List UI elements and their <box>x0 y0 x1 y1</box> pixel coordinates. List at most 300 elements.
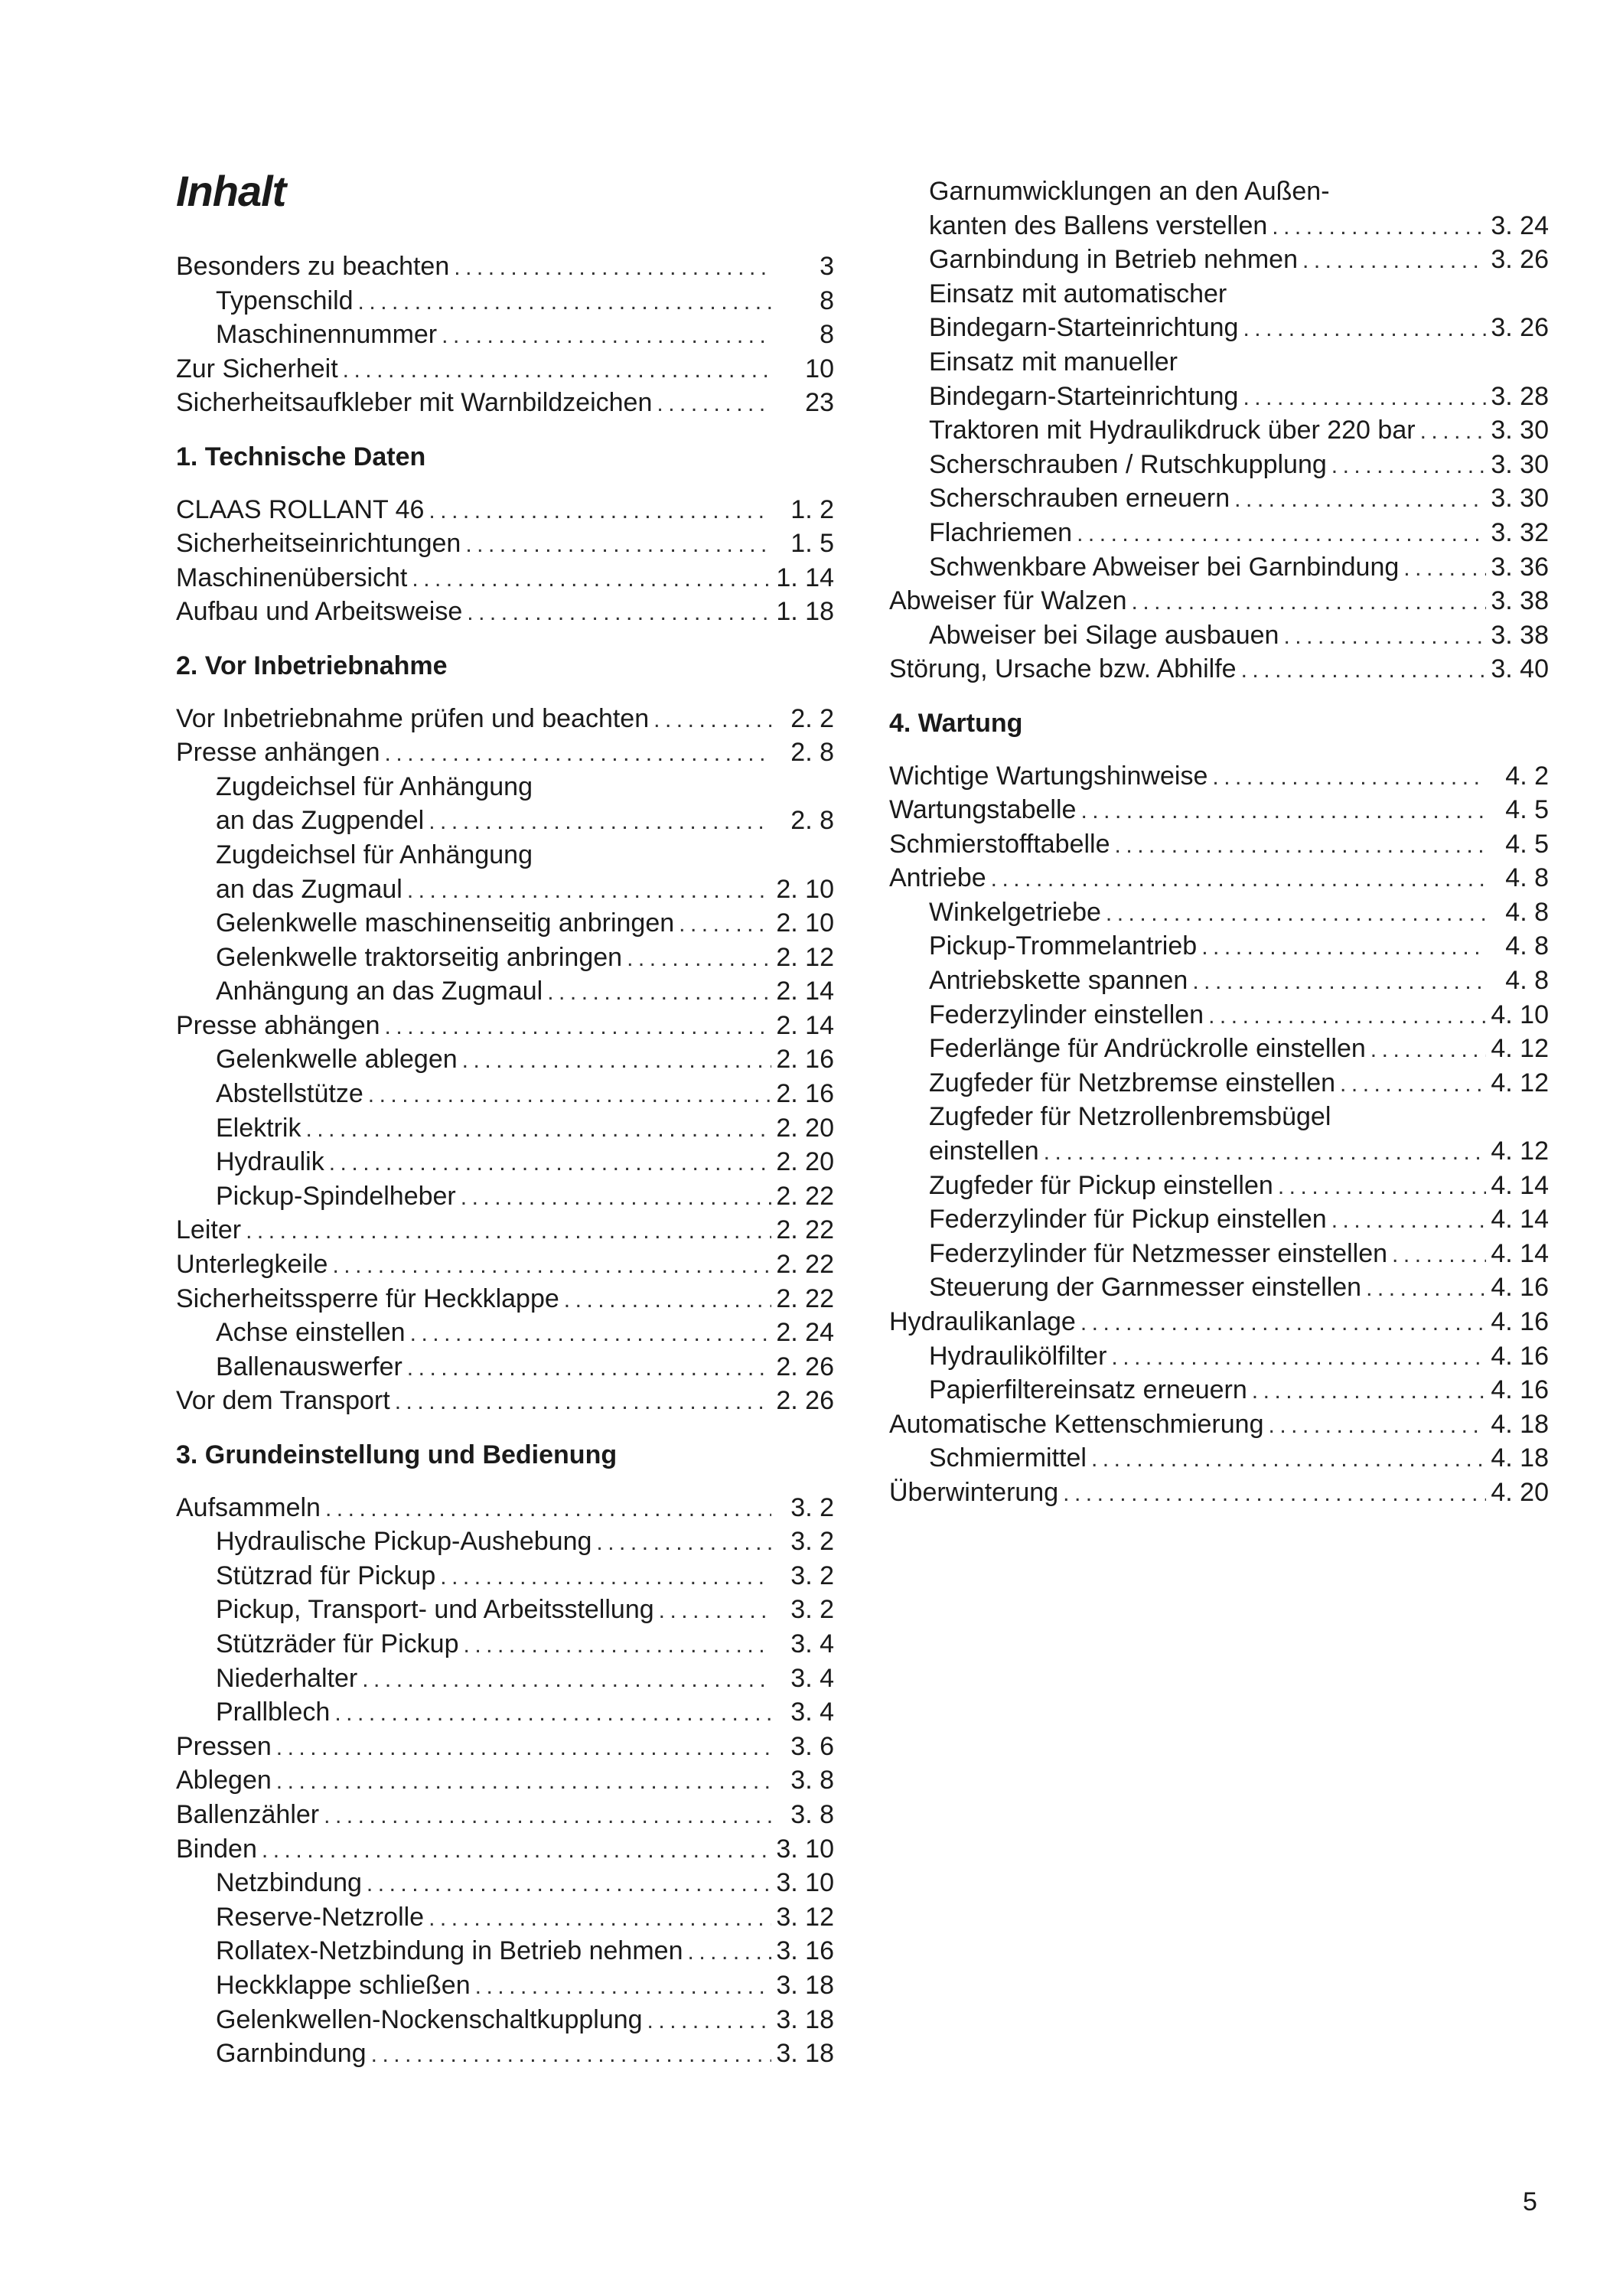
dot-leader <box>1268 1409 1486 1443</box>
toc-entry-page: 4. 10 <box>1491 1000 1549 1029</box>
dot-leader <box>1192 965 1486 1000</box>
toc-entry-page: 2. 14 <box>776 977 834 1006</box>
toc-entry-page: 2. 12 <box>776 942 834 972</box>
toc-entry-page: 4. 5 <box>1505 795 1549 825</box>
toc-subentry <box>889 895 1549 930</box>
toc-entry-page: 3. 38 <box>1491 620 1549 650</box>
dot-leader <box>627 942 771 977</box>
dot-leader <box>1340 1068 1486 1102</box>
dot-leader <box>1063 1477 1486 1512</box>
toc-subentry <box>176 284 834 318</box>
toc-section-1-list <box>176 493 834 629</box>
dot-leader <box>1370 1033 1486 1068</box>
dot-leader <box>454 251 771 285</box>
toc-entry-page: 4. 18 <box>1491 1409 1549 1439</box>
toc-entry-title: Presse anhängen <box>176 738 380 768</box>
dot-leader <box>657 387 771 422</box>
dot-leader <box>329 1146 771 1181</box>
dot-leader <box>462 1044 771 1078</box>
toc-entry-page: 3. 26 <box>1491 245 1549 275</box>
toc-entry-page: 3. 10 <box>776 1868 834 1898</box>
toc-subentry <box>176 1866 834 1900</box>
dot-leader <box>358 285 771 320</box>
dot-leader <box>305 1113 771 1147</box>
toc-subentry <box>889 550 1549 585</box>
toc-entry-page: 4. 16 <box>1491 1273 1549 1303</box>
toc-subentry <box>176 1042 834 1077</box>
section-heading-grundeinstellung: 3. Grundeinstellung und Bedienung <box>176 1440 618 1469</box>
toc-section-3-list <box>176 1491 834 2071</box>
toc-subentry <box>889 1373 1549 1407</box>
toc-entry-title: Maschinennummer <box>216 320 438 350</box>
dot-leader <box>596 1526 771 1561</box>
toc-subentry <box>176 1179 834 1214</box>
dot-leader <box>461 1181 771 1215</box>
toc-entry-title: Zur Sicherheit <box>176 354 338 383</box>
toc-entry-title: Rollatex-Netzbindung in Betrieb nehmen <box>216 1936 683 1966</box>
toc-entry-continuation: Zugdeichsel für Anhängung <box>216 840 533 869</box>
toc-entry <box>176 595 834 629</box>
toc-entry-page: 3. 6 <box>790 1731 834 1761</box>
toc-entry-page: 8 <box>820 320 834 350</box>
toc-subentry <box>176 1350 834 1384</box>
toc-entry <box>176 527 834 561</box>
toc-entry-title: Netzbindung <box>216 1868 362 1898</box>
toc-entry-title: Papierfiltereinsatz erneuern <box>929 1375 1247 1405</box>
toc-entry-page: 3. 4 <box>790 1698 834 1727</box>
dot-leader <box>371 2038 771 2073</box>
dot-leader <box>475 1970 771 2004</box>
toc-entry-page: 3. 12 <box>776 1902 834 1932</box>
dot-leader <box>442 319 771 354</box>
toc-entry-page: 4. 18 <box>1491 1443 1549 1473</box>
dot-leader <box>1132 585 1486 620</box>
toc-entry-continuation: Einsatz mit automatischer <box>929 279 1227 308</box>
toc-entry-title: Ballenauswerfer <box>216 1352 402 1381</box>
toc-entry <box>889 759 1549 794</box>
toc-entry <box>176 1213 834 1247</box>
dot-leader <box>440 1561 771 1595</box>
toc-entry-title: Pressen <box>176 1731 272 1761</box>
dot-leader <box>647 2004 771 2039</box>
toc-subentry <box>889 618 1549 653</box>
section-heading-vor-inbetriebnahme: 2. Vor Inbetriebnahme <box>176 651 448 680</box>
toc-entry-page: 3. 8 <box>790 1799 834 1829</box>
toc-entry-page: 4. 2 <box>1505 761 1549 791</box>
section-heading-technische-daten: 1. Technische Daten <box>176 442 426 471</box>
toc-entry-page: 4. 14 <box>1491 1205 1549 1234</box>
page-title: Inhalt <box>176 167 286 215</box>
toc-entry-page: 4. 8 <box>1505 863 1549 893</box>
toc-entry-page: 2. 22 <box>776 1181 834 1211</box>
toc-subentry <box>176 1968 834 2003</box>
toc-intro-list <box>176 249 834 420</box>
toc-entry-page: 4. 16 <box>1491 1307 1549 1336</box>
dot-leader <box>1331 449 1486 484</box>
toc-entry-title: Stützrad für Pickup <box>216 1561 436 1590</box>
toc-entry <box>176 1491 834 1525</box>
dot-leader <box>1080 1306 1486 1341</box>
dot-leader <box>1302 244 1486 279</box>
toc-entry-continuation: Zugdeichsel für Anhängung <box>216 771 533 801</box>
dot-leader <box>1208 1000 1486 1034</box>
toc-entry-title: Federlänge für Andrückrolle einstellen <box>929 1034 1366 1064</box>
dot-leader <box>410 1317 771 1352</box>
dot-leader <box>332 1249 771 1283</box>
dot-leader <box>653 703 771 738</box>
toc-entry <box>889 793 1549 827</box>
dot-leader <box>385 1010 771 1045</box>
toc-entry-title: Achse einstellen <box>216 1318 406 1348</box>
section-heading-wartung: 4. Wartung <box>889 708 1023 738</box>
toc-entry-page: 1. 14 <box>776 563 834 592</box>
toc-entry-title: Schwenkbare Abweiser bei Garnbindung <box>929 552 1400 582</box>
dot-leader <box>679 908 771 942</box>
toc-entry <box>176 1730 834 1764</box>
toc-entry-title: Aufsammeln <box>176 1492 321 1522</box>
toc-entry-title: Wartungstabelle <box>889 795 1077 825</box>
toc-entry-page: 3. 2 <box>790 1561 834 1590</box>
dot-leader <box>991 863 1486 897</box>
toc-entry <box>176 735 834 770</box>
toc-entry-title: Flachriemen <box>929 517 1073 547</box>
toc-entry-continuation: Einsatz mit manueller <box>929 347 1178 377</box>
toc-entry-title: Vor Inbetriebnahme prüfen und beachten <box>176 703 650 733</box>
toc-entry <box>176 1763 834 1798</box>
toc-entry-page: 2. 22 <box>776 1283 834 1313</box>
toc-entry-title: Schmierstofftabelle <box>889 829 1110 859</box>
toc-entry <box>176 1247 834 1282</box>
dot-leader <box>1366 1272 1486 1306</box>
toc-entry <box>889 861 1549 895</box>
toc-entry-title: Gelenkwelle ablegen <box>216 1045 458 1075</box>
toc-entry-title: Binden <box>176 1834 257 1864</box>
toc-entry-page: 4. 14 <box>1491 1170 1549 1200</box>
toc-entry-page: 3. 36 <box>1491 552 1549 582</box>
toc-entry-page: 3. 8 <box>790 1766 834 1795</box>
toc-subentry <box>889 1339 1549 1374</box>
toc-entry-title: Pickup-Trommelantrieb <box>929 931 1198 961</box>
toc-subentry <box>176 1593 834 1627</box>
dot-leader <box>324 1799 771 1834</box>
toc-subentry <box>889 1237 1549 1271</box>
toc-entry-title: Scherschrauben / Rutschkupplung <box>929 449 1327 479</box>
toc-entry-title: Gelenkwelle maschinenseitig anbringen <box>216 908 675 938</box>
toc-entry-page: 3. 30 <box>1491 484 1549 514</box>
toc-entry-page: 2. 16 <box>776 1045 834 1075</box>
toc-subentry <box>889 1441 1549 1476</box>
toc-entry-title: Winkelgetriebe <box>929 897 1101 927</box>
toc-entry-title: an das Zugmaul <box>216 874 402 904</box>
toc-entry-title: Wichtige Wartungshinweise <box>889 761 1208 791</box>
dot-leader <box>564 1283 771 1318</box>
toc-entry-page: 1. 18 <box>776 597 834 627</box>
dot-leader <box>246 1215 771 1249</box>
toc-entry-page: 2. 16 <box>776 1079 834 1109</box>
toc-subentry <box>176 1525 834 1559</box>
toc-subentry <box>176 1077 834 1111</box>
toc-entry-title: Federzylinder einstellen <box>929 1000 1204 1029</box>
dot-leader <box>407 874 771 908</box>
toc-entry-title: Überwinterung <box>889 1477 1059 1507</box>
toc-entry-title: Bindegarn-Starteinrichtung <box>929 313 1239 343</box>
toc-subentry <box>889 1134 1549 1169</box>
toc-subentry <box>176 1627 834 1662</box>
toc-entry-title: Steuerung der Garnmesser einstellen <box>929 1273 1362 1303</box>
toc-subentry <box>889 1066 1549 1101</box>
toc-subentry <box>176 872 834 907</box>
toc-entry-page: 2. 2 <box>790 703 834 733</box>
dot-leader <box>429 1902 771 1936</box>
toc-entry-title: Maschinenübersicht <box>176 563 408 592</box>
toc-subentry <box>889 1270 1549 1305</box>
toc-entry-page: 2. 20 <box>776 1147 834 1177</box>
toc-entry <box>889 584 1549 618</box>
toc-entry-title: Zugfeder für Netzbremse einstellen <box>929 1068 1336 1097</box>
toc-subentry <box>176 1316 834 1350</box>
toc-entry-page: 2. 8 <box>790 806 834 836</box>
toc-entry <box>176 1798 834 1832</box>
toc-entry-title: Leiter <box>176 1215 242 1245</box>
dot-leader <box>1272 210 1486 245</box>
toc-entry-page: 4. 14 <box>1491 1238 1549 1268</box>
toc-entry <box>176 1282 834 1316</box>
toc-entry <box>889 1305 1549 1339</box>
toc-subentry <box>889 929 1549 964</box>
toc-entry-title: Störung, Ursache bzw. Abhilfe <box>889 654 1237 684</box>
toc-entry-title: Pickup-Spindelheber <box>216 1181 456 1211</box>
toc-entry-page: 8 <box>820 285 834 315</box>
toc-entry-page: 4. 20 <box>1491 1477 1549 1507</box>
toc-entry <box>176 352 834 386</box>
dot-leader <box>412 563 771 597</box>
toc-subentry <box>176 974 834 1009</box>
toc-entry-page: 3. 24 <box>1491 210 1549 240</box>
dot-leader <box>1283 620 1486 654</box>
toc-entry-title: Anhängung an das Zugmaul <box>216 977 543 1006</box>
toc-entry-title: Antriebe <box>889 863 986 893</box>
toc-entry-page: 2. 10 <box>776 908 834 938</box>
toc-entry-title: Antriebskette spannen <box>929 966 1188 996</box>
toc-entry-page: 3. 18 <box>776 2039 834 2069</box>
dot-leader <box>1403 552 1486 586</box>
toc-entry-title: Hydraulik <box>216 1147 324 1177</box>
toc-entry-title: Garnbindung in Betrieb nehmen <box>929 245 1298 275</box>
toc-entry-page: 3. 4 <box>790 1629 834 1658</box>
toc-entry-title: Hydraulikölfilter <box>929 1341 1107 1371</box>
toc-entry-page: 4. 5 <box>1505 829 1549 859</box>
toc-entry-title: Federzylinder für Pickup einstellen <box>929 1205 1327 1234</box>
toc-subentry <box>176 318 834 352</box>
toc-entry-title: Pickup, Transport- und Arbeitsstellung <box>216 1595 654 1625</box>
toc-subentry <box>176 941 834 975</box>
toc-entry <box>889 1476 1549 1510</box>
toc-entry-title: Hydraulische Pickup-Aushebung <box>216 1527 592 1557</box>
dot-leader <box>1111 1341 1486 1375</box>
toc-entry-title: Aufbau und Arbeitsweise <box>176 597 463 627</box>
toc-entry-title: Traktoren mit Hydraulikdruck über 220 bar <box>929 416 1416 445</box>
toc-entry-page: 3 <box>820 252 834 281</box>
toc-entry-title: Ablegen <box>176 1766 272 1795</box>
toc-entry <box>889 652 1549 687</box>
dot-leader <box>467 596 771 631</box>
toc-subentry <box>889 380 1549 414</box>
dot-leader <box>1091 1443 1486 1477</box>
dot-leader <box>1201 931 1486 965</box>
toc-entry-page: 2. 20 <box>776 1113 834 1143</box>
toc-subentry <box>889 243 1549 277</box>
toc-entry-page: 1. 5 <box>790 529 834 559</box>
toc-left-column <box>176 249 834 2071</box>
dot-leader <box>334 1697 771 1731</box>
toc-entry-page: 4. 12 <box>1491 1068 1549 1097</box>
toc-entry-title: Abweiser bei Silage ausbauen <box>929 620 1279 650</box>
toc-subentry <box>889 1032 1549 1066</box>
dot-leader <box>343 354 771 388</box>
toc-entry-page: 3. 10 <box>776 1834 834 1864</box>
toc-subentry <box>176 1145 834 1179</box>
dot-leader <box>1331 1204 1486 1238</box>
dot-leader <box>325 1492 771 1527</box>
toc-entry-title: einstellen <box>929 1137 1039 1166</box>
toc-entry-page: 4. 8 <box>1505 897 1549 927</box>
toc-entry-page: 3. 2 <box>790 1595 834 1625</box>
toc-entry-title: CLAAS ROLLANT 46 <box>176 494 425 524</box>
toc-entry-page: 3. 30 <box>1491 449 1549 479</box>
dot-leader <box>262 1834 771 1868</box>
toc-subentry <box>176 906 834 941</box>
dot-leader <box>659 1594 771 1629</box>
toc-entry-page: 3. 28 <box>1491 381 1549 411</box>
toc-subentry <box>889 448 1549 482</box>
toc-entry-page: 3. 2 <box>790 1492 834 1522</box>
toc-entry-page: 2. 22 <box>776 1250 834 1280</box>
toc-entry-page: 1. 2 <box>790 494 834 524</box>
dot-leader <box>429 805 771 840</box>
toc-entry-page: 3. 26 <box>1491 313 1549 343</box>
toc-entry <box>889 827 1549 862</box>
toc-entry-page: 2. 10 <box>776 874 834 904</box>
toc-entry <box>176 702 834 736</box>
dot-leader <box>1115 829 1486 863</box>
toc-entry-title: Federzylinder für Netzmesser einstellen <box>929 1238 1388 1268</box>
toc-entry <box>176 386 834 420</box>
dot-leader <box>395 1385 771 1420</box>
toc-subentry <box>889 964 1549 998</box>
toc-entry-page: 3. 32 <box>1491 517 1549 547</box>
dot-leader <box>1106 897 1486 931</box>
dot-leader <box>1392 1238 1486 1273</box>
toc-subentry <box>176 804 834 838</box>
toc-entry-title: Scherschrauben erneuern <box>929 484 1230 514</box>
toc-entry-title: Presse abhängen <box>176 1010 380 1040</box>
toc-entry <box>176 1384 834 1418</box>
toc-entry-page: 3. 18 <box>776 2004 834 2034</box>
toc-entry <box>176 1832 834 1867</box>
toc-entry-title: Gelenkwellen-Nockenschaltkupplung <box>216 2004 643 2034</box>
toc-entry-page: 2. 22 <box>776 1215 834 1245</box>
toc-entry-title: Vor dem Transport <box>176 1386 390 1416</box>
toc-subentry <box>176 1900 834 1935</box>
toc-entry-title: Stützräder für Pickup <box>216 1629 459 1658</box>
toc-entry-page: 3. 38 <box>1491 586 1549 616</box>
dot-leader <box>368 1078 771 1113</box>
toc-entry-title: Elektrik <box>216 1113 301 1143</box>
dot-leader <box>1420 415 1486 449</box>
page-number: 5 <box>1523 2187 1537 2216</box>
toc-entry-title: Niederhalter <box>216 1663 358 1693</box>
toc-entry-title: Automatische Kettenschmierung <box>889 1409 1264 1439</box>
toc-subentry <box>889 209 1549 243</box>
toc-subentry <box>176 1934 834 1968</box>
toc-subentry <box>176 1559 834 1593</box>
toc-subentry <box>176 2003 834 2037</box>
toc-entry-title: Zugfeder für Pickup einstellen <box>929 1170 1273 1200</box>
dot-leader <box>1212 761 1486 795</box>
toc-entry-page: 3. 2 <box>790 1527 834 1557</box>
dot-leader <box>1243 381 1486 416</box>
toc-entry-title: Sicherheitssperre für Heckklappe <box>176 1283 559 1313</box>
toc-entry <box>176 1009 834 1043</box>
toc-subentry <box>889 1202 1549 1237</box>
toc-right-column <box>889 174 1549 1510</box>
dot-leader <box>465 528 771 563</box>
toc-entry-title: Abweiser für Walzen <box>889 586 1127 616</box>
toc-entry-page: 3. 30 <box>1491 416 1549 445</box>
dot-leader <box>1252 1375 1486 1409</box>
toc-entry-title: Sicherheitseinrichtungen <box>176 529 461 559</box>
toc-entry-title: Hydraulikanlage <box>889 1307 1076 1336</box>
toc-subentry <box>889 998 1549 1032</box>
toc-entry-page: 3. 4 <box>790 1663 834 1693</box>
toc-entry-page: 4. 12 <box>1491 1034 1549 1064</box>
toc-entry-title: Besonders zu beachten <box>176 252 450 281</box>
dot-leader <box>1044 1136 1486 1170</box>
toc-entry-title: Schmiermittel <box>929 1443 1087 1473</box>
toc-entry <box>176 561 834 595</box>
dot-leader <box>367 1867 771 1902</box>
toc-entry-page: 2. 26 <box>776 1386 834 1416</box>
toc-entry-page: 4. 16 <box>1491 1375 1549 1405</box>
dot-leader <box>687 1936 771 1970</box>
toc-entry-title: Bindegarn-Starteinrichtung <box>929 381 1239 411</box>
toc-entry-title: kanten des Ballens verstellen <box>929 210 1268 240</box>
toc-entry <box>889 1407 1549 1442</box>
dot-leader <box>407 1352 771 1386</box>
toc-entry-title: Gelenkwelle traktorseitig anbringen <box>216 942 623 972</box>
dot-leader <box>1080 794 1486 829</box>
dot-leader <box>1234 483 1486 517</box>
toc-entry-title: Unterlegkeile <box>176 1250 328 1280</box>
toc-subentry <box>889 311 1549 345</box>
toc-entry-page: 2. 8 <box>790 738 834 768</box>
dot-leader <box>276 1731 771 1766</box>
toc-entry-page: 4. 8 <box>1505 931 1549 961</box>
toc-subentry <box>889 413 1549 448</box>
toc-entry-title: Typenschild <box>216 285 354 315</box>
toc-subentry <box>176 1111 834 1146</box>
dot-leader <box>1077 517 1486 552</box>
dot-leader <box>385 737 771 771</box>
toc-entry <box>176 249 834 284</box>
toc-entry-page: 2. 26 <box>776 1352 834 1381</box>
toc-entry-title: Reserve-Netzrolle <box>216 1902 425 1932</box>
dot-leader <box>362 1663 771 1698</box>
toc-entry-page: 3. 16 <box>776 1936 834 1966</box>
toc-entry-title: Abstellstütze <box>216 1079 363 1109</box>
toc-entry-page: 2. 14 <box>776 1010 834 1040</box>
toc-entry-continuation: Zugfeder für Netzrollenbremsbügel <box>929 1102 1331 1132</box>
